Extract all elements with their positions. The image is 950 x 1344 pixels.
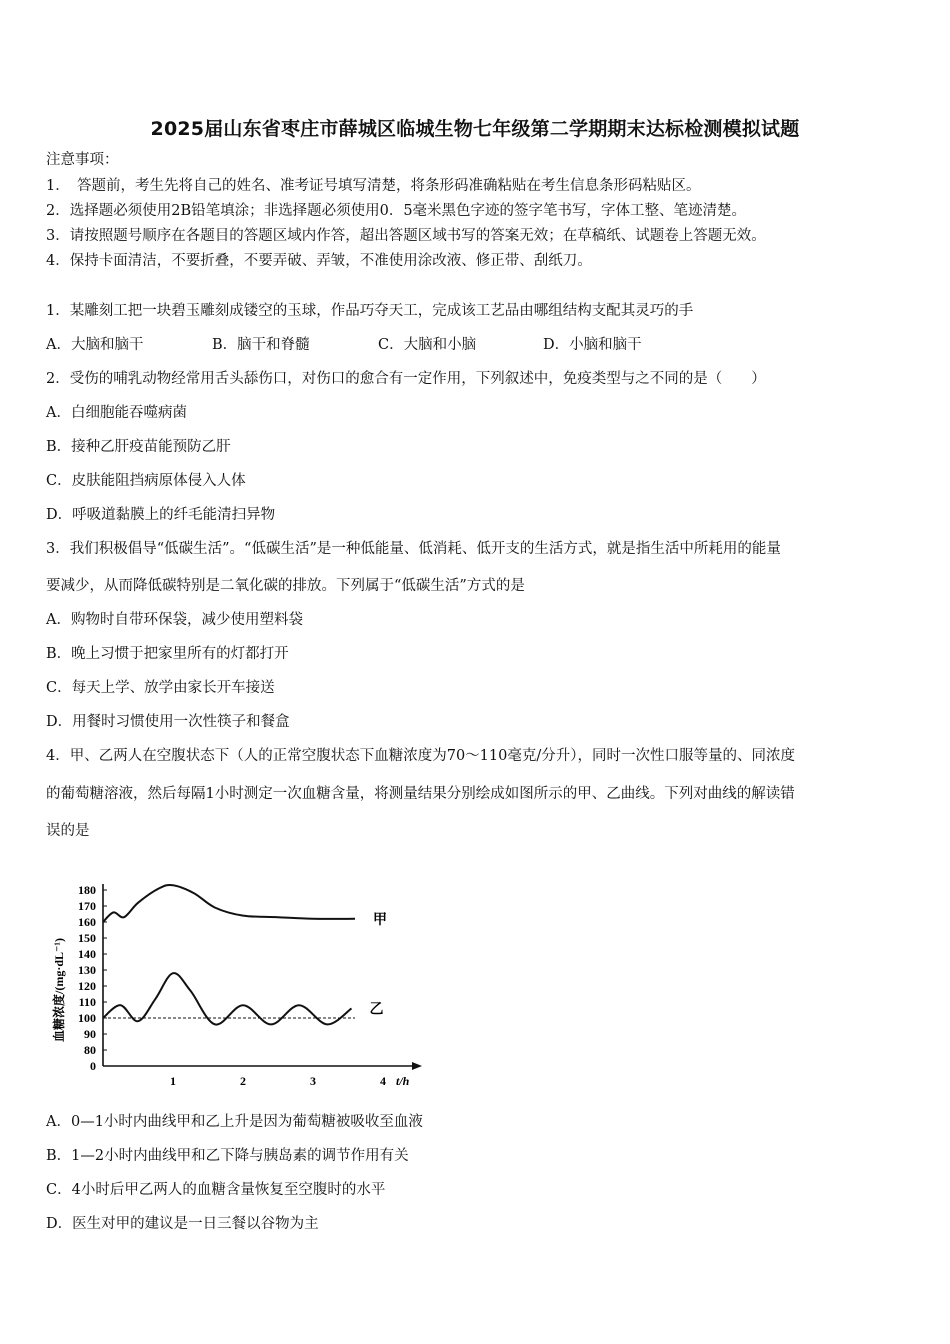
x-tick-label: 4 — [380, 1074, 386, 1088]
option-a: A．白细胞能吞噬病菌 — [46, 405, 187, 421]
y-axis-label: 血糖浓度/(mg·dL⁻¹) — [52, 938, 66, 1042]
option-c: C．大脑和小脑 — [378, 337, 477, 353]
y-tick-label: 140 — [78, 947, 96, 961]
option-c: C．4小时后甲乙两人的血糖含量恢复至空腹时的水平 — [46, 1182, 386, 1198]
notice-heading: 注意事项： — [46, 152, 119, 168]
option-d: D．用餐时习惯使用一次性筷子和餐盒 — [46, 714, 290, 730]
y-tick-label: 120 — [78, 979, 96, 993]
question-stem-line: 要减少，从而降低碳特别是二氧化碳的排放。下列属于“低碳生活”方式的是 — [46, 578, 525, 594]
option-b: B．晚上习惯于把家里所有的灯都打开 — [46, 646, 289, 662]
option-d: D．小脑和脑干 — [543, 337, 642, 353]
option-d: D．医生对甲的建议是一日三餐以谷物为主 — [46, 1216, 319, 1232]
curve-label-jia: 甲 — [373, 912, 387, 928]
y-tick-label: 110 — [78, 995, 96, 1009]
x-tick-label: 2 — [240, 1074, 246, 1088]
option-b: B．脑干和脊髓 — [212, 337, 310, 353]
option-b: B．接种乙肝疫苗能预防乙肝 — [46, 439, 231, 455]
option-b: B．1—2小时内曲线甲和乙下降与胰岛素的调节作用有关 — [46, 1148, 409, 1164]
page-title: 2025届山东省枣庄市薛城区临城生物七年级第二学期期末达标检测模拟试题 — [150, 118, 800, 140]
option-d: D．呼吸道黏膜上的纤毛能清扫异物 — [46, 507, 276, 523]
y-tick-label: 80 — [84, 1043, 96, 1057]
y-tick-label: 180 — [78, 883, 96, 897]
option-c: C．皮肤能阻挡病原体侵入人体 — [46, 473, 246, 489]
y-tick-label: 160 — [78, 915, 96, 929]
option-a: A．0—1小时内曲线甲和乙上升是因为葡萄糖被吸收至血液 — [46, 1114, 423, 1130]
y-tick-label: 90 — [84, 1027, 96, 1041]
curve-jia — [103, 885, 355, 922]
option-a: A．购物时自带环保袋，减少使用塑料袋 — [46, 612, 303, 628]
curve-yi — [103, 973, 352, 1025]
question-stem-line: 4．甲、乙两人在空腹状态下（人的正常空腹状态下血糖浓度为70～110毫克/分升），同时一次性口服等量的、同浓度 — [46, 748, 795, 764]
question-stem-line: 3．我们积极倡导“低碳生活”。“低碳生活”是一种低能量、低消耗、低开支的生活方式，就是指生活中所耗用的能量 — [46, 541, 781, 557]
y-tick-label: 170 — [78, 899, 96, 913]
notice-item: 3．请按照题号顺序在各题目的答题区域内作答，超出答题区域书写的答案无效；在草稿纸、试题卷上答题无效。 — [46, 228, 766, 244]
question-stem: 2．受伤的哺乳动物经常用舌头舔伤口，对伤口的愈合有一定作用，下列叙述中，免疫类型与之不同的是（ ） — [46, 371, 766, 387]
y-tick-label: 100 — [78, 1011, 96, 1025]
question-stem: 1．某雕刻工把一块碧玉雕刻成镂空的玉球，作品巧夺天工，完成该工艺品由哪组结构支配其灵巧的手 — [46, 303, 694, 319]
y-tick-label: 150 — [78, 931, 96, 945]
x-axis-arrow — [412, 1062, 422, 1070]
question-stem-line: 误的是 — [46, 823, 90, 839]
x-tick-label: 1 — [170, 1074, 176, 1088]
curve-label-yi: 乙 — [369, 1002, 384, 1018]
option-a: A．大脑和脑干 — [46, 337, 144, 353]
blood-glucose-chart — [44, 868, 424, 1090]
y-tick-label: 0 — [90, 1059, 96, 1073]
option-c: C．每天上学、放学由家长开车接送 — [46, 680, 275, 696]
notice-item: 1． 答题前，考生先将自己的姓名、准考证号填写清楚，将条形码准确粘贴在考生信息条形码粘贴区。 — [46, 178, 701, 194]
notice-item: 4．保持卡面清洁，不要折叠，不要弄破、弄皱，不准使用涂改液、修正带、刮纸刀。 — [46, 253, 592, 269]
notice-item: 2．选择题必须使用2B铅笔填涂；非选择题必须使用0．5毫米黑色字迹的签字笔书写，字体工整、笔迹清楚。 — [46, 203, 747, 219]
question-stem-line: 的葡萄糖溶液，然后每隔1小时测定一次血糖含量，将测量结果分别绘成如图所示的甲、乙曲线。下列对曲线的解读错 — [46, 786, 795, 802]
x-tick-label: 3 — [310, 1074, 316, 1088]
y-tick-label: 130 — [78, 963, 96, 977]
x-axis-label: t/h — [396, 1074, 410, 1088]
